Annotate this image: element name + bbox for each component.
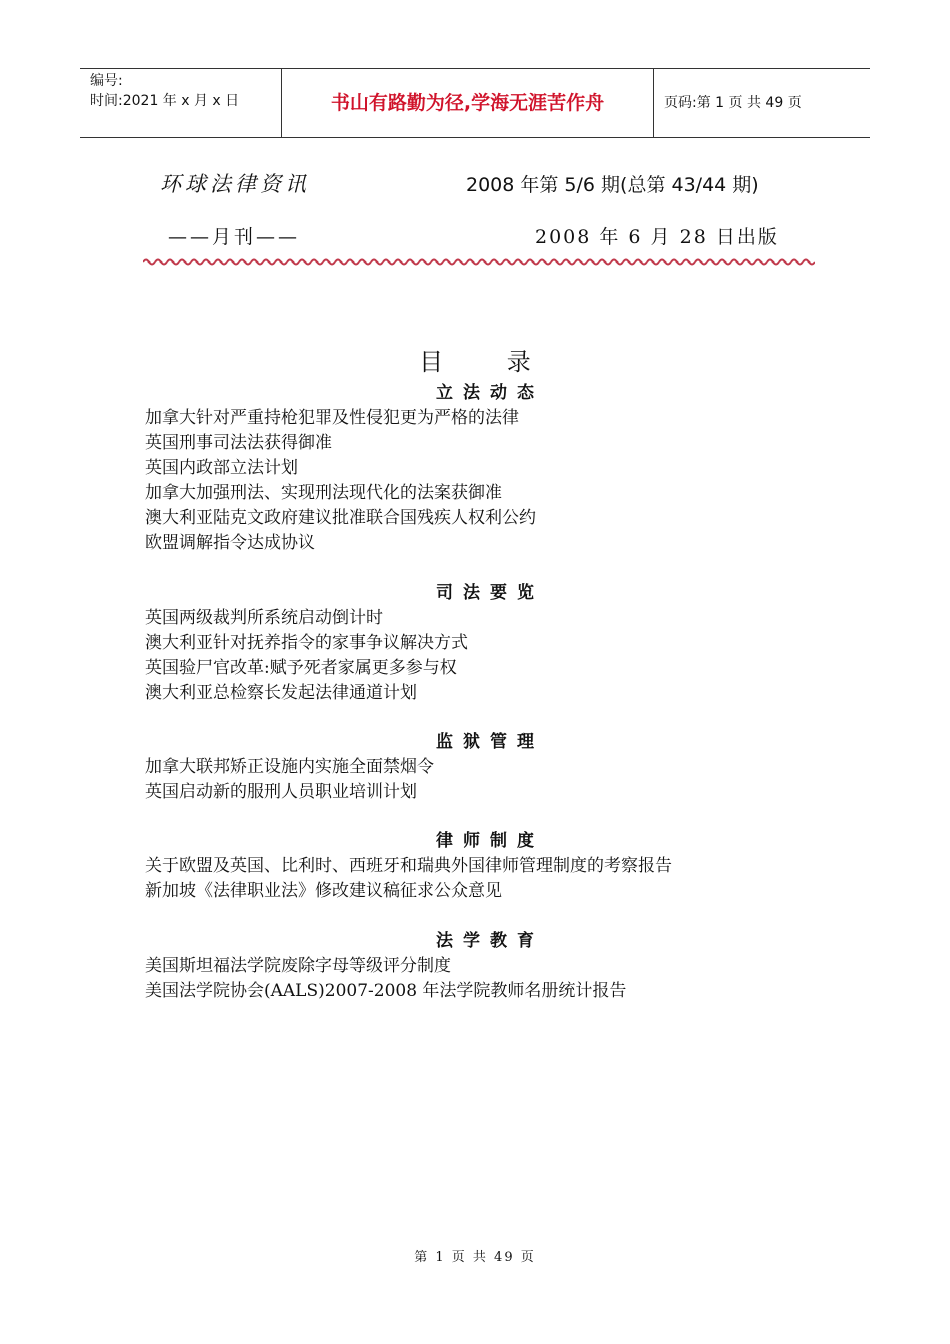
- toc-section: [145, 380, 825, 556]
- decorative-border: [143, 257, 815, 267]
- toc-item: 澳大利亚针对抚养指令的家事争议解决方式: [145, 633, 468, 653]
- issue-number: 2008 年第 5/6 期(总第 43/44 期): [466, 174, 759, 196]
- toc-item: 加拿大联邦矫正设施内实施全面禁烟令: [145, 757, 434, 777]
- page-footer: 第 1 页 共 49 页: [414, 1250, 536, 1265]
- toc-item: 英国启动新的服刑人员职业培训计划: [145, 782, 417, 802]
- header-meta-cell: [80, 69, 282, 137]
- toc-item: 新加坡《法律职业法》修改建议稿征求公众意见: [145, 881, 502, 901]
- toc-section: [145, 828, 825, 904]
- toc-item: 加拿大加强刑法、实现刑法现代化的法案获御准: [145, 483, 502, 503]
- toc-section-heading: 监狱管理: [436, 732, 544, 752]
- number-label: 编号:: [90, 73, 123, 89]
- toc-section-heading: 律师制度: [436, 831, 544, 851]
- journal-subtitle: ——月刊——: [168, 226, 301, 248]
- toc-section-heading: 立法动态: [436, 383, 544, 403]
- toc-item-list: [145, 954, 825, 1004]
- toc-item: 欧盟调解指令达成协议: [145, 533, 315, 553]
- toc-section-heading: 法学教育: [436, 931, 544, 951]
- header-table: [80, 68, 870, 138]
- toc-item: 澳大利亚总检察长发起法律通道计划: [145, 683, 417, 703]
- toc-title: 目 录: [419, 348, 559, 376]
- toc-item: 加拿大针对严重持枪犯罪及性侵犯更为严格的法律: [145, 408, 519, 428]
- toc-item: 英国刑事司法法获得御准: [145, 433, 332, 453]
- toc-item-list: [145, 755, 825, 805]
- toc-item: 澳大利亚陆克文政府建议批准联合国残疾人权利公约: [145, 508, 536, 528]
- toc-section: [145, 580, 825, 706]
- motto: 书山有路勤为径,学海无涯苦作舟: [282, 69, 654, 137]
- toc-item: 美国法学院协会(AALS)2007-2008 年法学院教师名册统计报告: [145, 981, 627, 1001]
- toc-section: [145, 928, 825, 1004]
- toc-item: 英国内政部立法计划: [145, 458, 298, 478]
- toc-item: 英国两级裁判所系统启动倒计时: [145, 608, 383, 628]
- toc-section: [145, 729, 825, 805]
- toc-section-heading: 司法要览: [436, 583, 544, 603]
- toc-item-list: [145, 606, 825, 706]
- toc-item-list: [145, 406, 825, 556]
- page-info: 页码:第 1 页 共 49 页: [664, 95, 802, 111]
- time-label: 时间:2021 年 x 月 x 日: [90, 93, 240, 109]
- toc-item: 关于欧盟及英国、比利时、西班牙和瑞典外国律师管理制度的考察报告: [145, 856, 672, 876]
- journal-title: 环球法律资讯: [160, 172, 310, 196]
- toc-item-list: [145, 854, 825, 904]
- publish-date: 2008 年 6 月 28 日出版: [535, 226, 779, 248]
- toc-item: 英国验尸官改革:赋予死者家属更多参与权: [145, 658, 457, 678]
- toc-item: 美国斯坦福法学院废除字母等级评分制度: [145, 956, 451, 976]
